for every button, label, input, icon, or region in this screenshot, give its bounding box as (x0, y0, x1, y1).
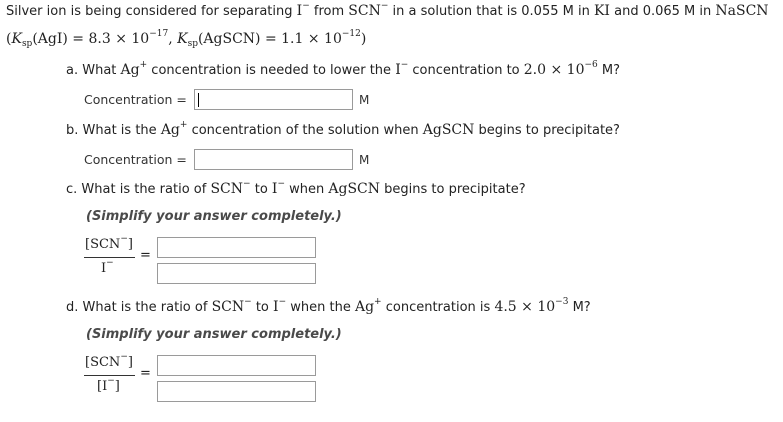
qd-thiocyanate-charge: − (244, 297, 252, 307)
ksp-k2: K (177, 31, 188, 47)
qc-numerator-input[interactable] (157, 237, 316, 258)
qc-thiocyanate: SCN (210, 181, 244, 197)
ksp-exp1: −17 (149, 29, 169, 39)
qa-silver: Ag (120, 62, 140, 78)
qa-prefix: a. What (66, 63, 117, 78)
ksp-open-paren: ( (6, 31, 12, 47)
problem-intro (6, 3, 769, 19)
qd-den-bracket: ] (114, 379, 120, 394)
qc-iodide: I (271, 181, 278, 197)
qd-den-text: [I (97, 379, 108, 394)
question-c (66, 181, 526, 197)
thiocyanate-symbol: SCN (348, 3, 381, 19)
thiocyanate-charge: − (380, 1, 389, 11)
qa-exponent: −6 (584, 60, 598, 70)
qb-prefix: b. What is the (66, 123, 157, 138)
qc-ratio-denominator (101, 258, 114, 276)
intro-text-2: in a solution that is 0.055 M in (392, 4, 590, 19)
qa-unit: M (359, 93, 370, 107)
qb-suffix: begins to precipitate? (478, 123, 620, 138)
qd-exponent: −3 (555, 297, 569, 307)
nascn-formula: NaSCN (715, 3, 769, 19)
qc-when: when (289, 182, 325, 197)
iodide-symbol: I (296, 3, 303, 19)
qd-ratio-denominator (97, 376, 120, 394)
qd-silver-charge: + (374, 297, 382, 307)
qd-thiocyanate: SCN (211, 299, 245, 315)
qc-to: to (254, 182, 268, 197)
qb-mid: concentration of the solution when (191, 123, 419, 138)
qa-iodide: I (395, 62, 401, 78)
question-b (66, 122, 620, 138)
ksp-comma: , (168, 31, 178, 47)
qd-when: when the (290, 300, 351, 315)
qc-thiocyanate-charge: − (243, 179, 251, 189)
question-a (66, 62, 620, 78)
qc-den-text: I (101, 261, 107, 276)
qc-equals: = (140, 248, 151, 263)
qc-prefix: c. What is the ratio of (66, 182, 207, 197)
qc-iodide-charge: − (277, 179, 285, 189)
ksp-agi: (AgI) = 8.3 × 10 (32, 31, 150, 47)
qd-ratio-numerator (85, 352, 133, 370)
qb-silver: Ag (160, 122, 180, 138)
ksp-values (6, 31, 366, 47)
qc-den-charge: − (106, 258, 114, 268)
qd-denominator-input[interactable] (157, 381, 316, 402)
ksp-exp2: −12 (341, 29, 361, 39)
qa-concentration-input[interactable] (194, 89, 353, 110)
qd-silver: Ag (354, 299, 375, 315)
ksp-sub2: sp (187, 39, 198, 49)
question-d (66, 299, 591, 315)
qd-num-bracket: ] (127, 355, 133, 370)
intro-from: from (313, 4, 345, 19)
qa-silver-charge: + (139, 60, 148, 70)
qd-equals: = (140, 366, 151, 381)
qd-mid: concentration is (385, 300, 491, 315)
qc-hint: (Simplify your answer completely.) (86, 209, 342, 224)
qc-suffix: begins to precipitate? (384, 182, 526, 197)
qc-agscn: AgSCN (328, 181, 381, 197)
qc-denominator-input[interactable] (157, 263, 316, 284)
iodide-charge: − (302, 1, 310, 11)
qd-numerator-input[interactable] (157, 355, 316, 376)
ki-formula: KI (593, 3, 610, 19)
ksp-agscn: (AgSCN) = 1.1 × 10 (197, 31, 342, 47)
qd-hint: (Simplify your answer completely.) (86, 327, 342, 342)
qb-concentration-input[interactable] (194, 149, 353, 170)
intro-text-3: and 0.065 M in (614, 4, 712, 19)
qa-concentration-label: Concentration = (84, 92, 187, 107)
qa-iodide-charge: − (400, 60, 409, 70)
text-caret (198, 93, 199, 107)
qd-prefix: d. What is the ratio of (66, 300, 208, 315)
qd-suffix: M? (572, 300, 591, 315)
ksp-close-paren: ) (360, 31, 367, 47)
qa-value: 2.0 × 10 (523, 62, 585, 78)
qd-value: 4.5 × 10 (494, 299, 556, 315)
qd-den-charge: − (107, 376, 115, 386)
qc-ratio-numerator (85, 234, 133, 252)
qd-num-text: [SCN (85, 355, 121, 370)
qb-unit: M (359, 153, 370, 167)
qd-iodide: I (273, 299, 279, 315)
qd-to: to (255, 300, 269, 315)
intro-text: Silver ion is being considered for separating (6, 4, 293, 19)
qb-concentration-label: Concentration = (84, 152, 187, 167)
qc-num-bracket: ] (127, 237, 133, 252)
ksp-k1: K (11, 31, 22, 47)
qd-num-charge: − (120, 352, 128, 362)
qa-mid: concentration is needed to lower the (151, 63, 392, 78)
qb-silver-charge: + (179, 120, 188, 130)
qc-num-charge: − (120, 234, 128, 244)
qc-num-text: [SCN (85, 237, 121, 252)
qb-agscn: AgSCN (422, 122, 475, 138)
qa-mid2: concentration to (412, 63, 520, 78)
ksp-sub1: sp (21, 39, 33, 49)
qd-iodide-charge: − (278, 297, 287, 307)
qa-suffix: M? (601, 63, 621, 78)
